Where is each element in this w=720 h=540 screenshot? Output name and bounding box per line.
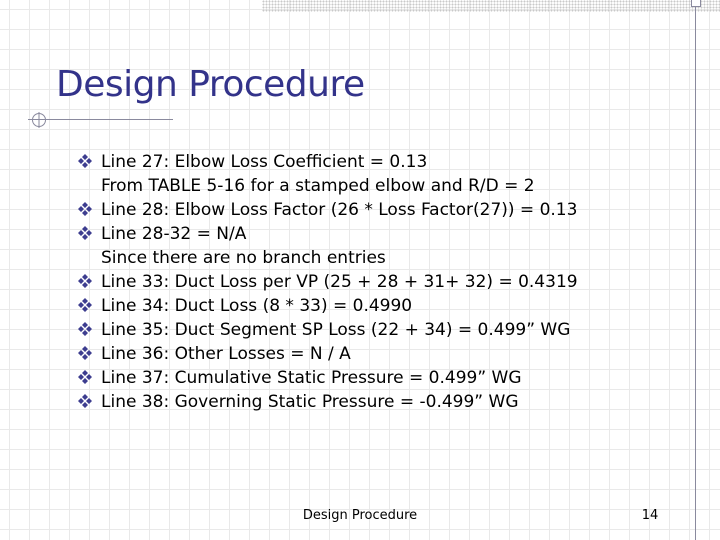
list-item-text: Line 27: Elbow Loss Coefficient = 0.13 [101, 152, 428, 172]
list-item [78, 246, 678, 270]
list-item-text: Line 37: Cumulative Static Pressure = 0.499” WG [101, 368, 522, 388]
list-item-text: Line 28: Elbow Loss Factor (26 * Loss Factor(27)) = 0.13 [101, 200, 578, 220]
list-item [78, 390, 678, 414]
bullet-list [78, 150, 678, 414]
diamond-bullet-icon [78, 298, 92, 312]
list-item-text: From TABLE 5-16 for a stamped elbow and R/D = 2 [101, 176, 535, 196]
vertical-rule-cap [691, 0, 701, 7]
diamond-bullet-icon [78, 154, 92, 168]
diamond-bullet-icon [78, 226, 92, 240]
list-item-text: Line 35: Duct Segment SP Loss (22 + 34) = 0.499” WG [101, 320, 571, 340]
diamond-bullet-icon [78, 322, 92, 336]
slide-title: Design Procedure [56, 64, 365, 105]
list-item-text: Line 34: Duct Loss (8 * 33) = 0.4990 [101, 296, 413, 316]
list-item-text: Line 33: Duct Loss per VP (25 + 28 + 31+ 32) = 0.4319 [101, 272, 578, 292]
dotted-band [262, 0, 720, 12]
footer-title: Design Procedure [302, 508, 418, 523]
list-item [78, 198, 678, 222]
list-item [78, 270, 678, 294]
list-item-text: Line 38: Governing Static Pressure = -0.499” WG [101, 392, 519, 412]
list-item [78, 366, 678, 390]
diamond-bullet-icon [78, 346, 92, 360]
list-item [78, 342, 678, 366]
diamond-bullet-icon [78, 274, 92, 288]
list-item [78, 174, 678, 198]
list-item-text: Since there are no branch entries [101, 248, 386, 268]
list-item-text: Line 28-32 = N/A [101, 224, 247, 244]
list-item [78, 294, 678, 318]
vertical-rule [695, 0, 696, 540]
diamond-bullet-icon [78, 202, 92, 216]
list-item [78, 150, 678, 174]
diamond-bullet-icon [78, 394, 92, 408]
list-item [78, 318, 678, 342]
crosshair-icon [31, 112, 47, 128]
list-item [78, 222, 678, 246]
list-item-text: Line 36: Other Losses = N / A [101, 344, 351, 364]
diamond-bullet-icon [78, 370, 92, 384]
title-underline [28, 119, 173, 120]
page-number: 14 [641, 508, 659, 523]
